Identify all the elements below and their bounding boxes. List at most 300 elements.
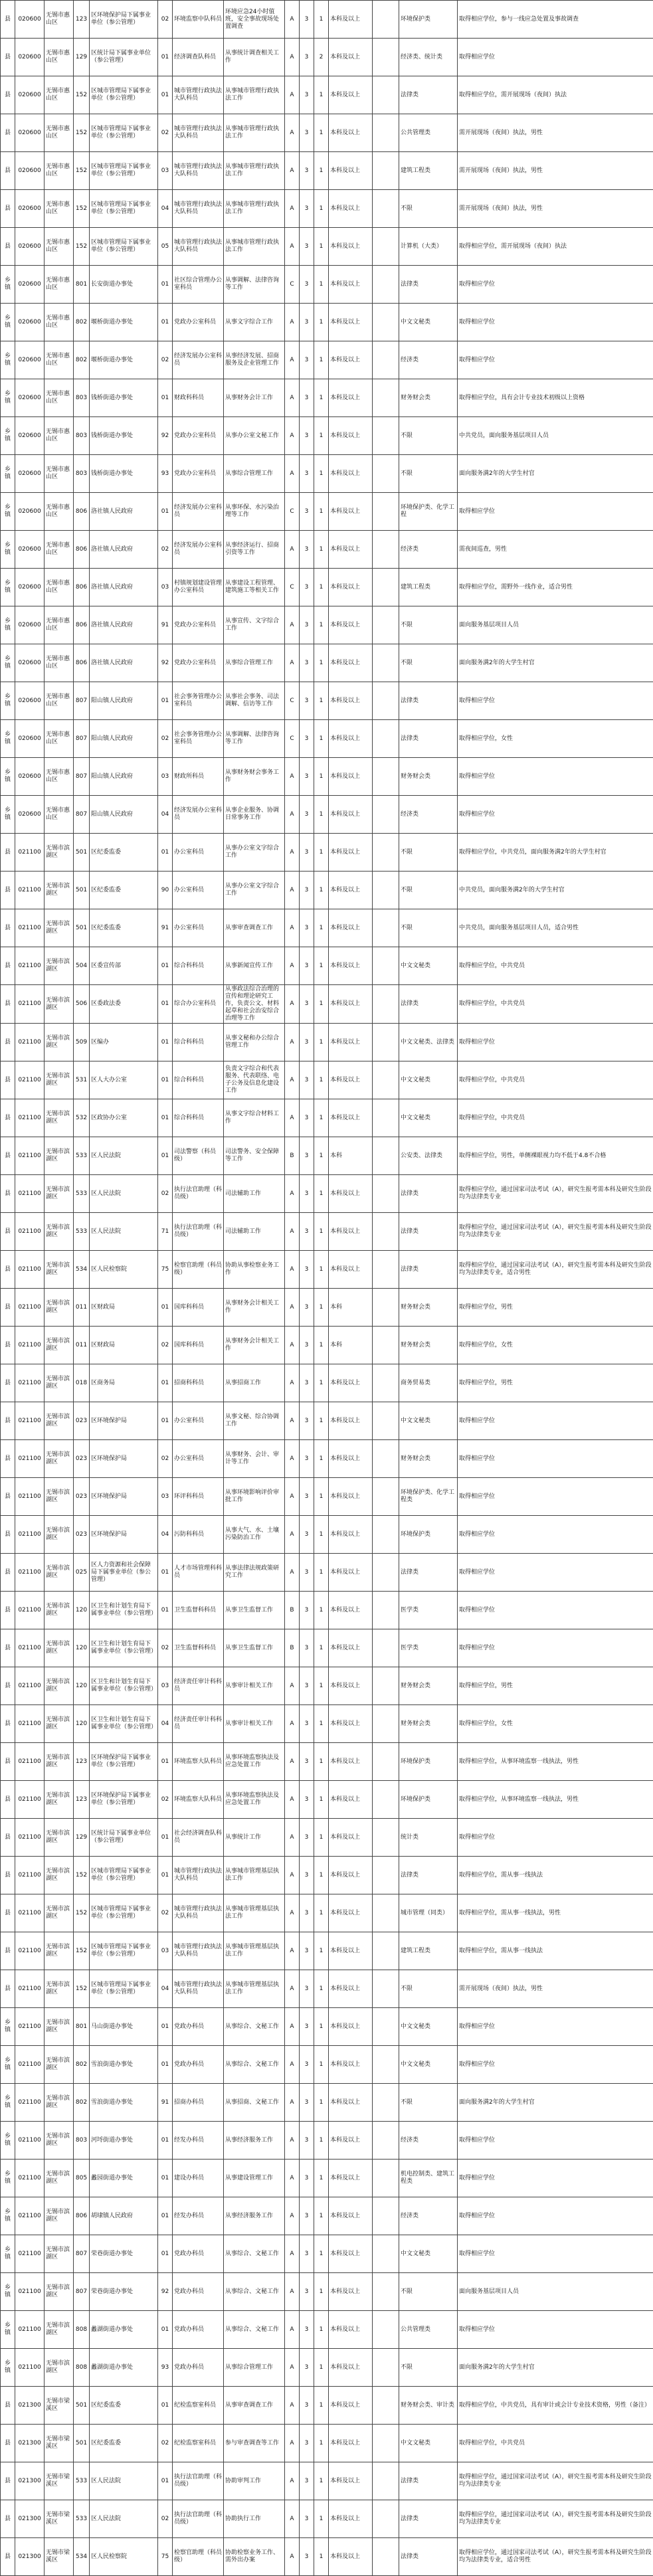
table-row [1,1,653,39]
major-cell: 经济类、统计类 [399,39,458,76]
major-cell: 经济类 [399,531,458,569]
other-conditions-cell: 取得相应学位，男性 [458,1364,653,1402]
education-cell: 本科及以上 [329,531,373,569]
region-code-cell: 021100 [15,1629,45,1667]
region-code-cell: 021100 [15,1364,45,1402]
major-cell: 统计类 [399,1819,458,1857]
headcount-cell: 3 [300,1137,314,1175]
position-code-cell: 02 [158,2500,173,2538]
ratio-cell: 1 [314,2462,329,2500]
headcount-cell: 3 [300,1932,314,1970]
position-name-cell: 城市管理行政执法大队科员 [173,1970,224,2008]
major-cell: 机电控制类、建筑工程类 [399,2160,458,2197]
degree-cell [373,1857,399,1894]
position-name-cell: 环境监察大队科员 [173,1781,224,1819]
position-code-cell: 01 [158,1289,173,1327]
region-cell: 无锡市滨湖区 [45,1667,74,1705]
table-row [1,1705,653,1743]
region-code-cell: 020600 [15,758,45,796]
unit-code-cell: 129 [74,39,90,76]
other-conditions-cell: 取得相应学位，参与一线应急处置及事故调查 [458,1,653,39]
category-cell: B [285,1137,300,1175]
region-code-cell: 021100 [15,1137,45,1175]
ratio-cell: 1 [314,2046,329,2084]
table-row [1,417,653,455]
position-code-cell: 02 [158,114,173,152]
degree-cell [373,947,399,985]
region-code-cell: 021100 [15,2046,45,2084]
major-cell: 法律类 [399,2500,458,2538]
position-code-cell: 01 [158,1024,173,1061]
degree-cell [373,682,399,720]
region-code-cell: 021300 [15,2462,45,2500]
position-code-cell: 03 [158,1932,173,1970]
position-name-cell: 财政所科员 [173,758,224,796]
level-cell: 乡镇 [1,2084,15,2122]
headcount-cell: 3 [300,379,314,417]
education-cell: 本科及以上 [329,2235,373,2273]
degree-cell [373,1781,399,1819]
position-desc-cell: 从事经济运行、招商引资等工作 [224,531,285,569]
position-desc-cell: 从事财务财会事务工作 [224,758,285,796]
region-code-cell: 020600 [15,341,45,379]
position-name-cell: 党政办公室科员 [173,644,224,682]
region-cell: 无锡市滨湖区 [45,1932,74,1970]
agency-cell: 阳山镇人民政府 [90,682,158,720]
position-desc-cell: 从事综合管理工作 [224,644,285,682]
major-cell: 环境保护类、化学工程 [399,493,458,531]
position-name-cell: 城市管理行政执法大队科员 [173,190,224,228]
position-name-cell: 国库科科员 [173,1327,224,1364]
position-name-cell: 招商办科员 [173,2084,224,2122]
position-desc-cell: 从事办公室文秘工作 [224,417,285,455]
position-desc-cell: 从事新闻宣传工作 [224,947,285,985]
level-cell: 县 [1,909,15,947]
other-conditions-cell: 中共党员，面向服务基层项目人员 [458,417,653,455]
ratio-cell: 1 [314,1516,329,1554]
education-cell: 本科及以上 [329,190,373,228]
position-desc-cell: 从事环境监察执法及应急处置工作 [224,1743,285,1781]
region-code-cell: 020600 [15,531,45,569]
position-name-cell: 执行法官助理（科员级） [173,1213,224,1251]
unit-code-cell: 806 [74,644,90,682]
position-desc-cell: 从事综合、文秘工作 [224,2273,285,2311]
agency-cell: 荣巷街道办事处 [90,2235,158,2273]
education-cell: 本科及以上 [329,2311,373,2349]
agency-cell: 区委宣传部 [90,947,158,985]
position-name-cell: 办公室科员 [173,834,224,872]
unit-code-cell: 152 [74,1970,90,2008]
headcount-cell: 3 [300,1024,314,1061]
table-row [1,1024,653,1061]
position-desc-cell: 从事文秘、综合协调工作 [224,1402,285,1440]
ratio-cell: 1 [314,1629,329,1667]
position-name-cell: 污防科科员 [173,1516,224,1554]
position-desc-cell: 从事统计调查相关工作 [224,39,285,76]
region-cell: 无锡市滨湖区 [45,1554,74,1592]
table-row [1,2425,653,2462]
education-cell: 本科及以上 [329,152,373,190]
headcount-cell: 3 [300,2235,314,2273]
ratio-cell: 1 [314,2008,329,2046]
education-cell: 本科及以上 [329,1894,373,1932]
unit-code-cell: 807 [74,796,90,834]
category-cell: A [285,1,300,39]
unit-code-cell: 802 [74,2084,90,2122]
level-cell: 县 [1,39,15,76]
ratio-cell: 1 [314,1440,329,1478]
region-cell: 无锡市滨湖区 [45,1705,74,1743]
headcount-cell: 3 [300,1894,314,1932]
level-cell: 乡镇 [1,341,15,379]
major-cell: 经济类 [399,2122,458,2160]
unit-code-cell: 801 [74,2008,90,2046]
position-code-cell: 03 [158,152,173,190]
other-conditions-cell: 取得相应学位 [458,2122,653,2160]
other-conditions-cell: 取得相应学位，需开展现场（夜间）执法 [458,228,653,266]
degree-cell [373,1629,399,1667]
agency-cell: 蠡湖街道办事处 [90,2349,158,2387]
level-cell: 县 [1,2500,15,2538]
level-cell: 乡镇 [1,2273,15,2311]
unit-code-cell: 120 [74,1592,90,1629]
position-code-cell: 03 [158,569,173,606]
table-row [1,1478,653,1516]
level-cell: 县 [1,1894,15,1932]
unit-code-cell: 531 [74,1061,90,1099]
region-cell: 无锡市梁溪区 [45,2425,74,2462]
major-cell: 法律类 [399,682,458,720]
ratio-cell: 1 [314,2500,329,2538]
headcount-cell: 3 [300,455,314,493]
education-cell: 本科及以上 [329,455,373,493]
headcount-cell: 3 [300,606,314,644]
unit-code-cell: 501 [74,2387,90,2425]
table-row [1,985,653,1024]
other-conditions-cell: 取得相应学位 [458,1592,653,1629]
other-conditions-cell: 面向服务满2年的大学生村官 [458,455,653,493]
region-cell: 无锡市惠山区 [45,606,74,644]
region-code-cell: 020600 [15,266,45,304]
ratio-cell: 1 [314,909,329,947]
education-cell: 本科及以上 [329,1213,373,1251]
level-cell: 县 [1,1932,15,1970]
level-cell: 县 [1,1629,15,1667]
agency-cell: 区人民法院 [90,1137,158,1175]
table-row [1,1137,653,1175]
headcount-cell: 3 [300,1629,314,1667]
other-conditions-cell: 取得相应学位 [458,796,653,834]
headcount-cell: 3 [300,1099,314,1137]
education-cell: 本科及以上 [329,304,373,341]
unit-code-cell: 807 [74,758,90,796]
region-cell: 无锡市滨湖区 [45,1857,74,1894]
region-cell: 无锡市惠山区 [45,152,74,190]
major-cell: 不限 [399,190,458,228]
region-code-cell: 021100 [15,1705,45,1743]
table-row [1,1781,653,1819]
category-cell: A [285,1099,300,1137]
unit-code-cell: 018 [74,1364,90,1402]
headcount-cell: 3 [300,834,314,872]
degree-cell [373,228,399,266]
headcount-cell: 3 [300,1175,314,1213]
other-conditions-cell: 需开展现场（夜间）执法，男性 [458,152,653,190]
region-cell: 无锡市惠山区 [45,758,74,796]
region-cell: 无锡市滨湖区 [45,1781,74,1819]
ratio-cell: 1 [314,720,329,758]
level-cell: 乡镇 [1,2235,15,2273]
other-conditions-cell: 取得相应学位，通过国家司法考试（A），研究生报考需本科及研究生阶段均为法律类专业，适合男性 [458,1251,653,1289]
position-code-cell: 01 [158,76,173,114]
region-code-cell: 020600 [15,39,45,76]
category-cell: A [285,76,300,114]
category-cell: A [285,2084,300,2122]
region-code-cell: 021100 [15,1440,45,1478]
degree-cell [373,644,399,682]
degree-cell [373,493,399,531]
other-conditions-cell: 取得相应学位，中共党员，面向服务满2年的大学生村官 [458,834,653,872]
degree-cell [373,2273,399,2311]
headcount-cell: 3 [300,114,314,152]
unit-code-cell: 806 [74,531,90,569]
degree-cell [373,606,399,644]
region-code-cell: 021100 [15,1894,45,1932]
headcount-cell: 3 [300,872,314,909]
ratio-cell: 1 [314,1705,329,1743]
headcount-cell: 3 [300,2387,314,2425]
education-cell: 本科及以上 [329,1478,373,1516]
ratio-cell: 1 [314,1024,329,1061]
degree-cell [373,2425,399,2462]
category-cell: A [285,1932,300,1970]
education-cell: 本科及以上 [329,985,373,1024]
level-cell: 县 [1,1667,15,1705]
position-name-cell: 社会事务管理办公室科员 [173,682,224,720]
agency-cell: 区环境保护局 [90,1478,158,1516]
level-cell: 乡镇 [1,758,15,796]
level-cell: 县 [1,947,15,985]
unit-code-cell: 807 [74,682,90,720]
position-name-cell: 综合科科员 [173,1099,224,1137]
region-cell: 无锡市滨湖区 [45,1743,74,1781]
other-conditions-cell: 取得相应学位 [458,1554,653,1592]
degree-cell [373,2462,399,2500]
position-code-cell: 75 [158,1251,173,1289]
agency-cell: 区统计局下属事业单位（参公管理） [90,1819,158,1857]
level-cell: 县 [1,1440,15,1478]
ratio-cell: 1 [314,1743,329,1781]
education-cell: 本科及以上 [329,2197,373,2235]
table-row [1,1061,653,1099]
category-cell: A [285,796,300,834]
major-cell: 财务财会类、审计类 [399,2387,458,2425]
level-cell: 县 [1,1554,15,1592]
position-desc-cell: 从事卫生监督工作 [224,1592,285,1629]
major-cell: 不限 [399,2273,458,2311]
region-code-cell: 020600 [15,76,45,114]
table-row [1,2160,653,2197]
level-cell: 县 [1,2538,15,2576]
region-cell: 无锡市滨湖区 [45,2046,74,2084]
agency-cell: 蠡园街道办事处 [90,2160,158,2197]
position-code-cell: 75 [158,2538,173,2576]
position-desc-cell: 协助执行工作 [224,2500,285,2538]
position-name-cell: 党政办科员 [173,2349,224,2387]
major-cell: 经济类 [399,341,458,379]
position-desc-cell: 协助检察业务工作、需外出办案 [224,2538,285,2576]
degree-cell [373,455,399,493]
other-conditions-cell: 取得相应学位，中共党员 [458,1061,653,1099]
table-row [1,2349,653,2387]
position-desc-cell: 从事环保、水污染治理等工作 [224,493,285,531]
major-cell: 环境保护类 [399,1781,458,1819]
ratio-cell: 1 [314,947,329,985]
position-name-cell: 纪检监察室科员 [173,2425,224,2462]
degree-cell [373,985,399,1024]
agency-cell: 区委政法委 [90,985,158,1024]
unit-code-cell: 123 [74,1743,90,1781]
position-name-cell: 城市管理行政执法大队科员 [173,1932,224,1970]
ratio-cell: 1 [314,228,329,266]
level-cell: 县 [1,1857,15,1894]
table-row [1,2538,653,2576]
headcount-cell: 3 [300,39,314,76]
agency-cell: 区环境保护局下属事业单位（参公管理） [90,1743,158,1781]
headcount-cell: 3 [300,2160,314,2197]
unit-code-cell: 501 [74,2425,90,2462]
category-cell: A [285,1364,300,1402]
region-cell: 无锡市滨湖区 [45,1024,74,1061]
position-name-cell: 招商科科员 [173,1364,224,1402]
agency-cell: 区城市管理局下属事业单位（参公管理） [90,1894,158,1932]
unit-code-cell: 802 [74,2046,90,2084]
table-row [1,1213,653,1251]
other-conditions-cell: 取得相应学位 [458,1024,653,1061]
category-cell: A [285,379,300,417]
ratio-cell: 1 [314,76,329,114]
position-code-cell: 01 [158,1099,173,1137]
region-cell: 无锡市惠山区 [45,266,74,304]
ratio-cell: 1 [314,2311,329,2349]
ratio-cell: 2 [314,39,329,76]
level-cell: 县 [1,152,15,190]
ratio-cell: 1 [314,758,329,796]
region-cell: 无锡市梁溪区 [45,2462,74,2500]
major-cell: 不限 [399,644,458,682]
table-row [1,114,653,152]
education-cell: 本科及以上 [329,2387,373,2425]
ratio-cell: 1 [314,1327,329,1364]
position-code-cell: 01 [158,1137,173,1175]
major-cell: 建筑工程类 [399,1932,458,1970]
education-cell: 本科及以上 [329,720,373,758]
education-cell: 本科及以上 [329,417,373,455]
region-cell: 无锡市惠山区 [45,39,74,76]
position-desc-cell: 从事城市管理行政执法工作 [224,152,285,190]
position-name-cell: 经发办科员 [173,2197,224,2235]
position-name-cell: 党政办公室科员 [173,606,224,644]
position-desc-cell: 协助从事检察业务工作 [224,1251,285,1289]
category-cell: A [285,1667,300,1705]
category-cell: A [285,2349,300,2387]
region-code-cell: 021100 [15,1213,45,1251]
ratio-cell: 1 [314,834,329,872]
other-conditions-cell: 取得相应学位，男性 [458,1289,653,1327]
degree-cell [373,76,399,114]
agency-cell: 荣巷街道办事处 [90,2273,158,2311]
unit-code-cell: 806 [74,493,90,531]
other-conditions-cell: 取得相应学位，通过国家司法考试（A），研究生报考需本科及研究生阶段均为法律类专业 [458,2500,653,2538]
other-conditions-cell: 取得相应学位 [458,1516,653,1554]
table-row [1,720,653,758]
agency-cell: 区纪委监委 [90,834,158,872]
education-cell: 本科及以上 [329,834,373,872]
major-cell: 建筑工程类 [399,569,458,606]
position-name-cell: 执行法官助理（科员级） [173,1175,224,1213]
position-desc-cell: 参与审查调查等工作 [224,2425,285,2462]
major-cell: 经济类 [399,2197,458,2235]
region-code-cell: 021100 [15,909,45,947]
education-cell: 本科及以上 [329,2425,373,2462]
unit-code-cell: 807 [74,720,90,758]
position-name-cell: 环境监察中队科员 [173,1,224,39]
headcount-cell: 3 [300,2311,314,2349]
other-conditions-cell: 取得相应学位，通过国家司法考试（A），研究生报考需本科及研究生阶段均为法律类专业 [458,2462,653,2500]
agency-cell: 区人民法院 [90,1213,158,1251]
position-name-cell: 经济发展办公室科员 [173,796,224,834]
ratio-cell: 1 [314,1970,329,2008]
position-code-cell: 02 [158,720,173,758]
major-cell: 环境保护类 [399,1516,458,1554]
category-cell: A [285,1970,300,2008]
degree-cell [373,1894,399,1932]
degree-cell [373,531,399,569]
category-cell: A [285,455,300,493]
position-code-cell: 02 [158,2425,173,2462]
category-cell: A [285,1743,300,1781]
headcount-cell: 3 [300,720,314,758]
category-cell: A [285,1478,300,1516]
other-conditions-cell: 中共党员，面向服务基层项目人员，适合男性 [458,909,653,947]
region-code-cell: 021300 [15,2425,45,2462]
ratio-cell: 1 [314,190,329,228]
education-cell: 本科及以上 [329,644,373,682]
degree-cell [373,2197,399,2235]
position-desc-cell: 从事招商、文秘工作 [224,2084,285,2122]
position-code-cell: 01 [158,1554,173,1592]
headcount-cell: 3 [300,417,314,455]
headcount-cell: 3 [300,1478,314,1516]
region-code-cell: 020600 [15,796,45,834]
degree-cell [373,2538,399,2576]
position-name-cell: 社会事务管理办公室科员 [173,720,224,758]
agency-cell: 区财政局 [90,1289,158,1327]
category-cell: A [285,1402,300,1440]
education-cell: 本科及以上 [329,1743,373,1781]
position-code-cell: 05 [158,228,173,266]
position-code-cell: 01 [158,2122,173,2160]
region-cell: 无锡市滨湖区 [45,2160,74,2197]
position-name-cell: 社会经济调查队科员 [173,1819,224,1857]
degree-cell [373,1705,399,1743]
position-code-cell: 02 [158,1,173,39]
region-cell: 无锡市惠山区 [45,569,74,606]
agency-cell: 区卫生和计划生育局下属事业单位（参公管理） [90,1629,158,1667]
ratio-cell: 1 [314,1894,329,1932]
other-conditions-cell: 取得相应学位，女性 [458,720,653,758]
position-code-cell: 02 [158,1440,173,1478]
